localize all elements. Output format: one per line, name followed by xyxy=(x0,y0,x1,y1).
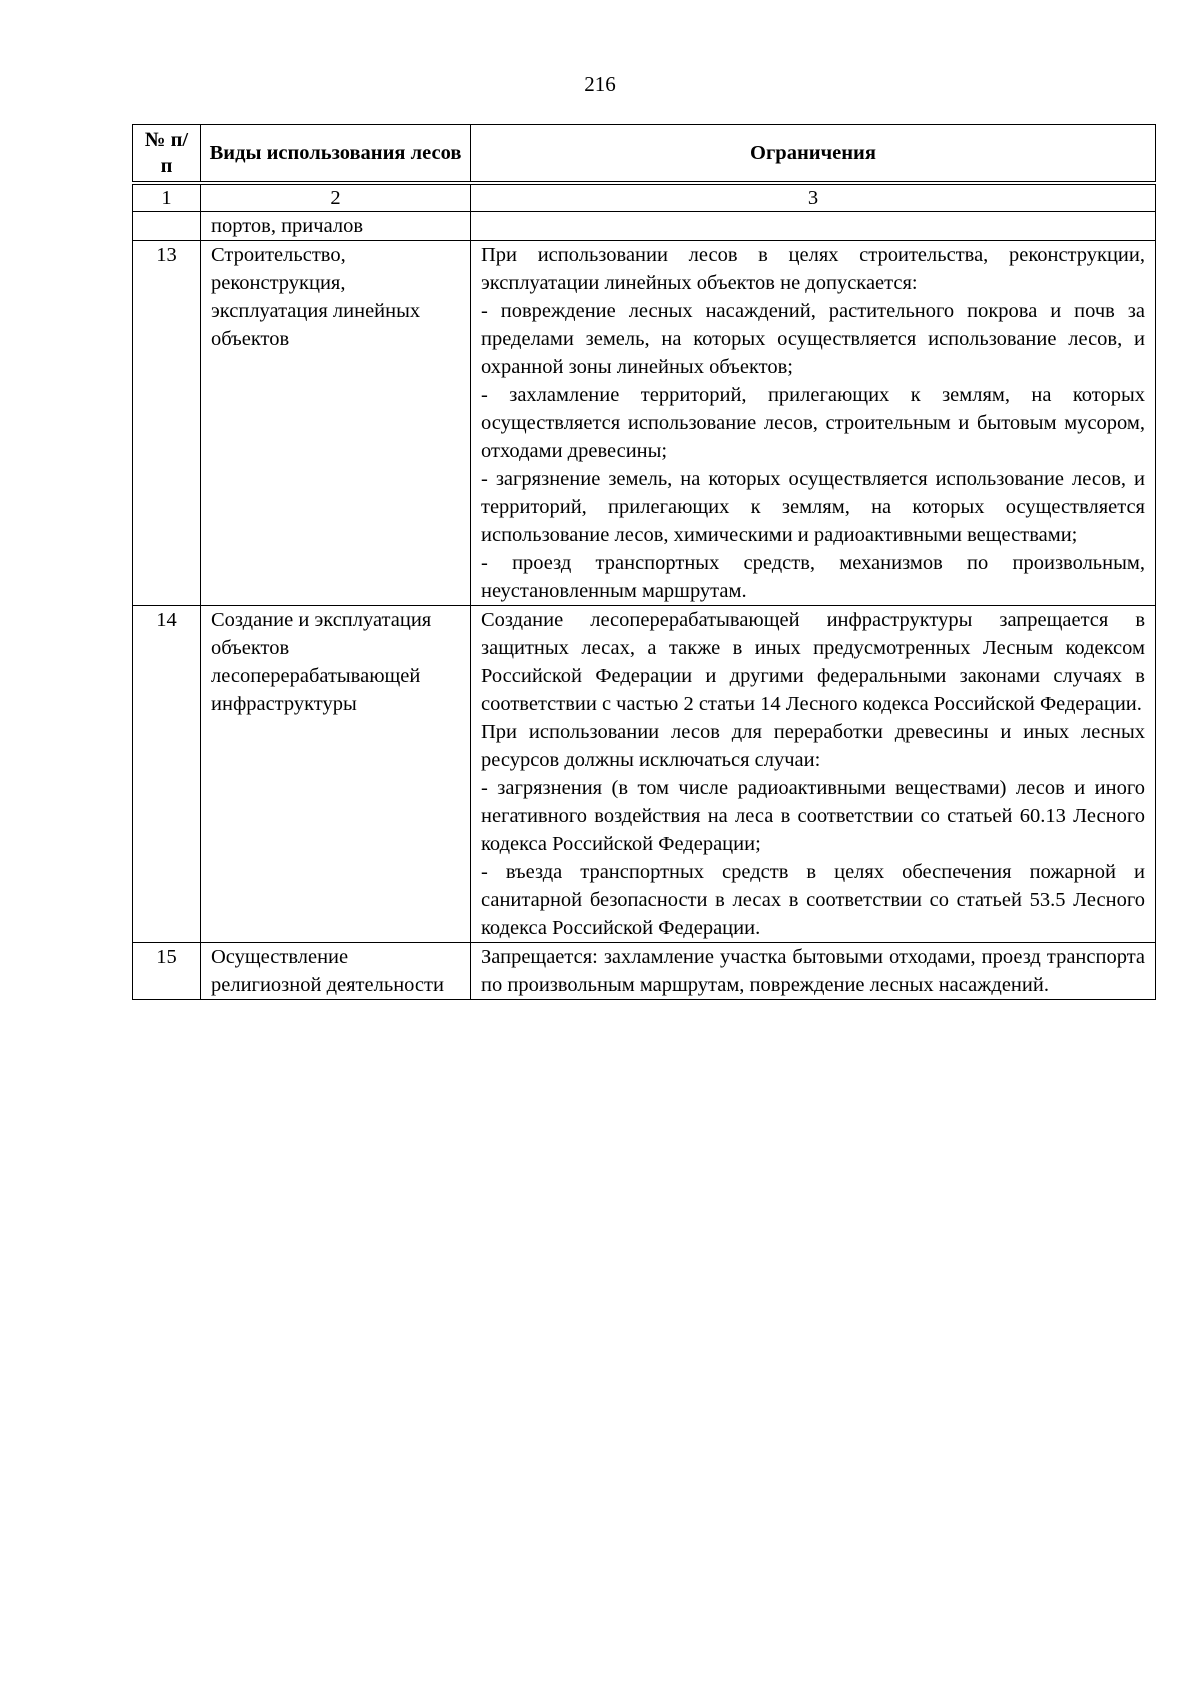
row-kind: Строительство, реконструкция, эксплуатация линейных объектов xyxy=(201,241,471,606)
restriction-paragraph: - повреждение лесных насаждений, растительного покрова и почв за пределами земель, на которых осуществляется использование лесов, и охранной зоны линейных объектов; xyxy=(481,300,1145,378)
page-number: 216 xyxy=(584,72,616,96)
restriction-paragraph: Создание лесоперерабатывающей инфраструктуры запрещается в защитных лесах, а также в иных предусмотренных Лесным кодексом Российской Федерации и другими федеральными законами случаях в соответствии с частью 2 статьи 14 Лесного кодекса Российской Федерации. xyxy=(481,609,1145,715)
header-kind: Виды использования лесов xyxy=(201,125,471,184)
restriction-paragraph: При использовании лесов в целях строительства, реконструкции, эксплуатации линейных объектов не допускается: xyxy=(481,244,1145,294)
row-restriction xyxy=(471,241,1156,606)
restriction-paragraph: - загрязнения (в том числе радиоактивными веществами) лесов и иного негативного воздействия на леса в соответствии со статьей 60.13 Лесного кодекса Российской Федерации; xyxy=(481,777,1145,855)
restriction-paragraph: При использовании лесов для переработки древесины и иных лесных ресурсов должны исключаться случаи: xyxy=(481,721,1145,771)
row-number: 14 xyxy=(133,606,201,943)
restriction-paragraph: - проезд транспортных средств, механизмов по произвольным, неустановленным маршрутам. xyxy=(481,552,1145,602)
row-number xyxy=(133,212,201,241)
row-number: 15 xyxy=(133,943,201,1000)
column-number-row xyxy=(133,183,1156,212)
restriction-paragraph: - захламление территорий, прилегающих к землям, на которых осуществляется использование лесов, строительным и бытовым мусором, отходами древесины; xyxy=(481,384,1145,462)
restriction-paragraph: - въезда транспортных средств в целях обеспечения пожарной и санитарной безопасности в лесах в соответствии со статьей 53.5 Лесного кодекса Российской Федерации. xyxy=(481,861,1145,939)
table-row xyxy=(133,212,1156,241)
row-number: 13 xyxy=(133,241,201,606)
table-row xyxy=(133,606,1156,943)
row-kind: портов, причалов xyxy=(201,212,471,241)
table-row xyxy=(133,943,1156,1000)
row-restriction xyxy=(471,212,1156,241)
column-number: 2 xyxy=(201,183,471,212)
header-restrictions: Ограничения xyxy=(471,125,1156,184)
table-row xyxy=(133,241,1156,606)
column-number: 3 xyxy=(471,183,1156,212)
header-row xyxy=(133,125,1156,184)
restriction-paragraph: - загрязнение земель, на которых осуществляется использование лесов, и территорий, прилегающих к землям, на которых осуществляется использование лесов, химическими и радиоактивными веществами; xyxy=(481,468,1145,546)
row-restriction xyxy=(471,943,1156,1000)
row-kind: Создание и эксплуатация объектов лесоперерабатывающей инфраструктуры xyxy=(201,606,471,943)
row-restriction xyxy=(471,606,1156,943)
row-kind: Осуществление религиозной деятельности xyxy=(201,943,471,1000)
restrictions-table xyxy=(132,124,1156,1000)
header-number: № п/п xyxy=(133,125,201,184)
restriction-paragraph: Запрещается: захламление участка бытовыми отходами, проезд транспорта по произвольным маршрутам, повреждение лесных насаждений. xyxy=(481,946,1145,996)
column-number: 1 xyxy=(133,183,201,212)
